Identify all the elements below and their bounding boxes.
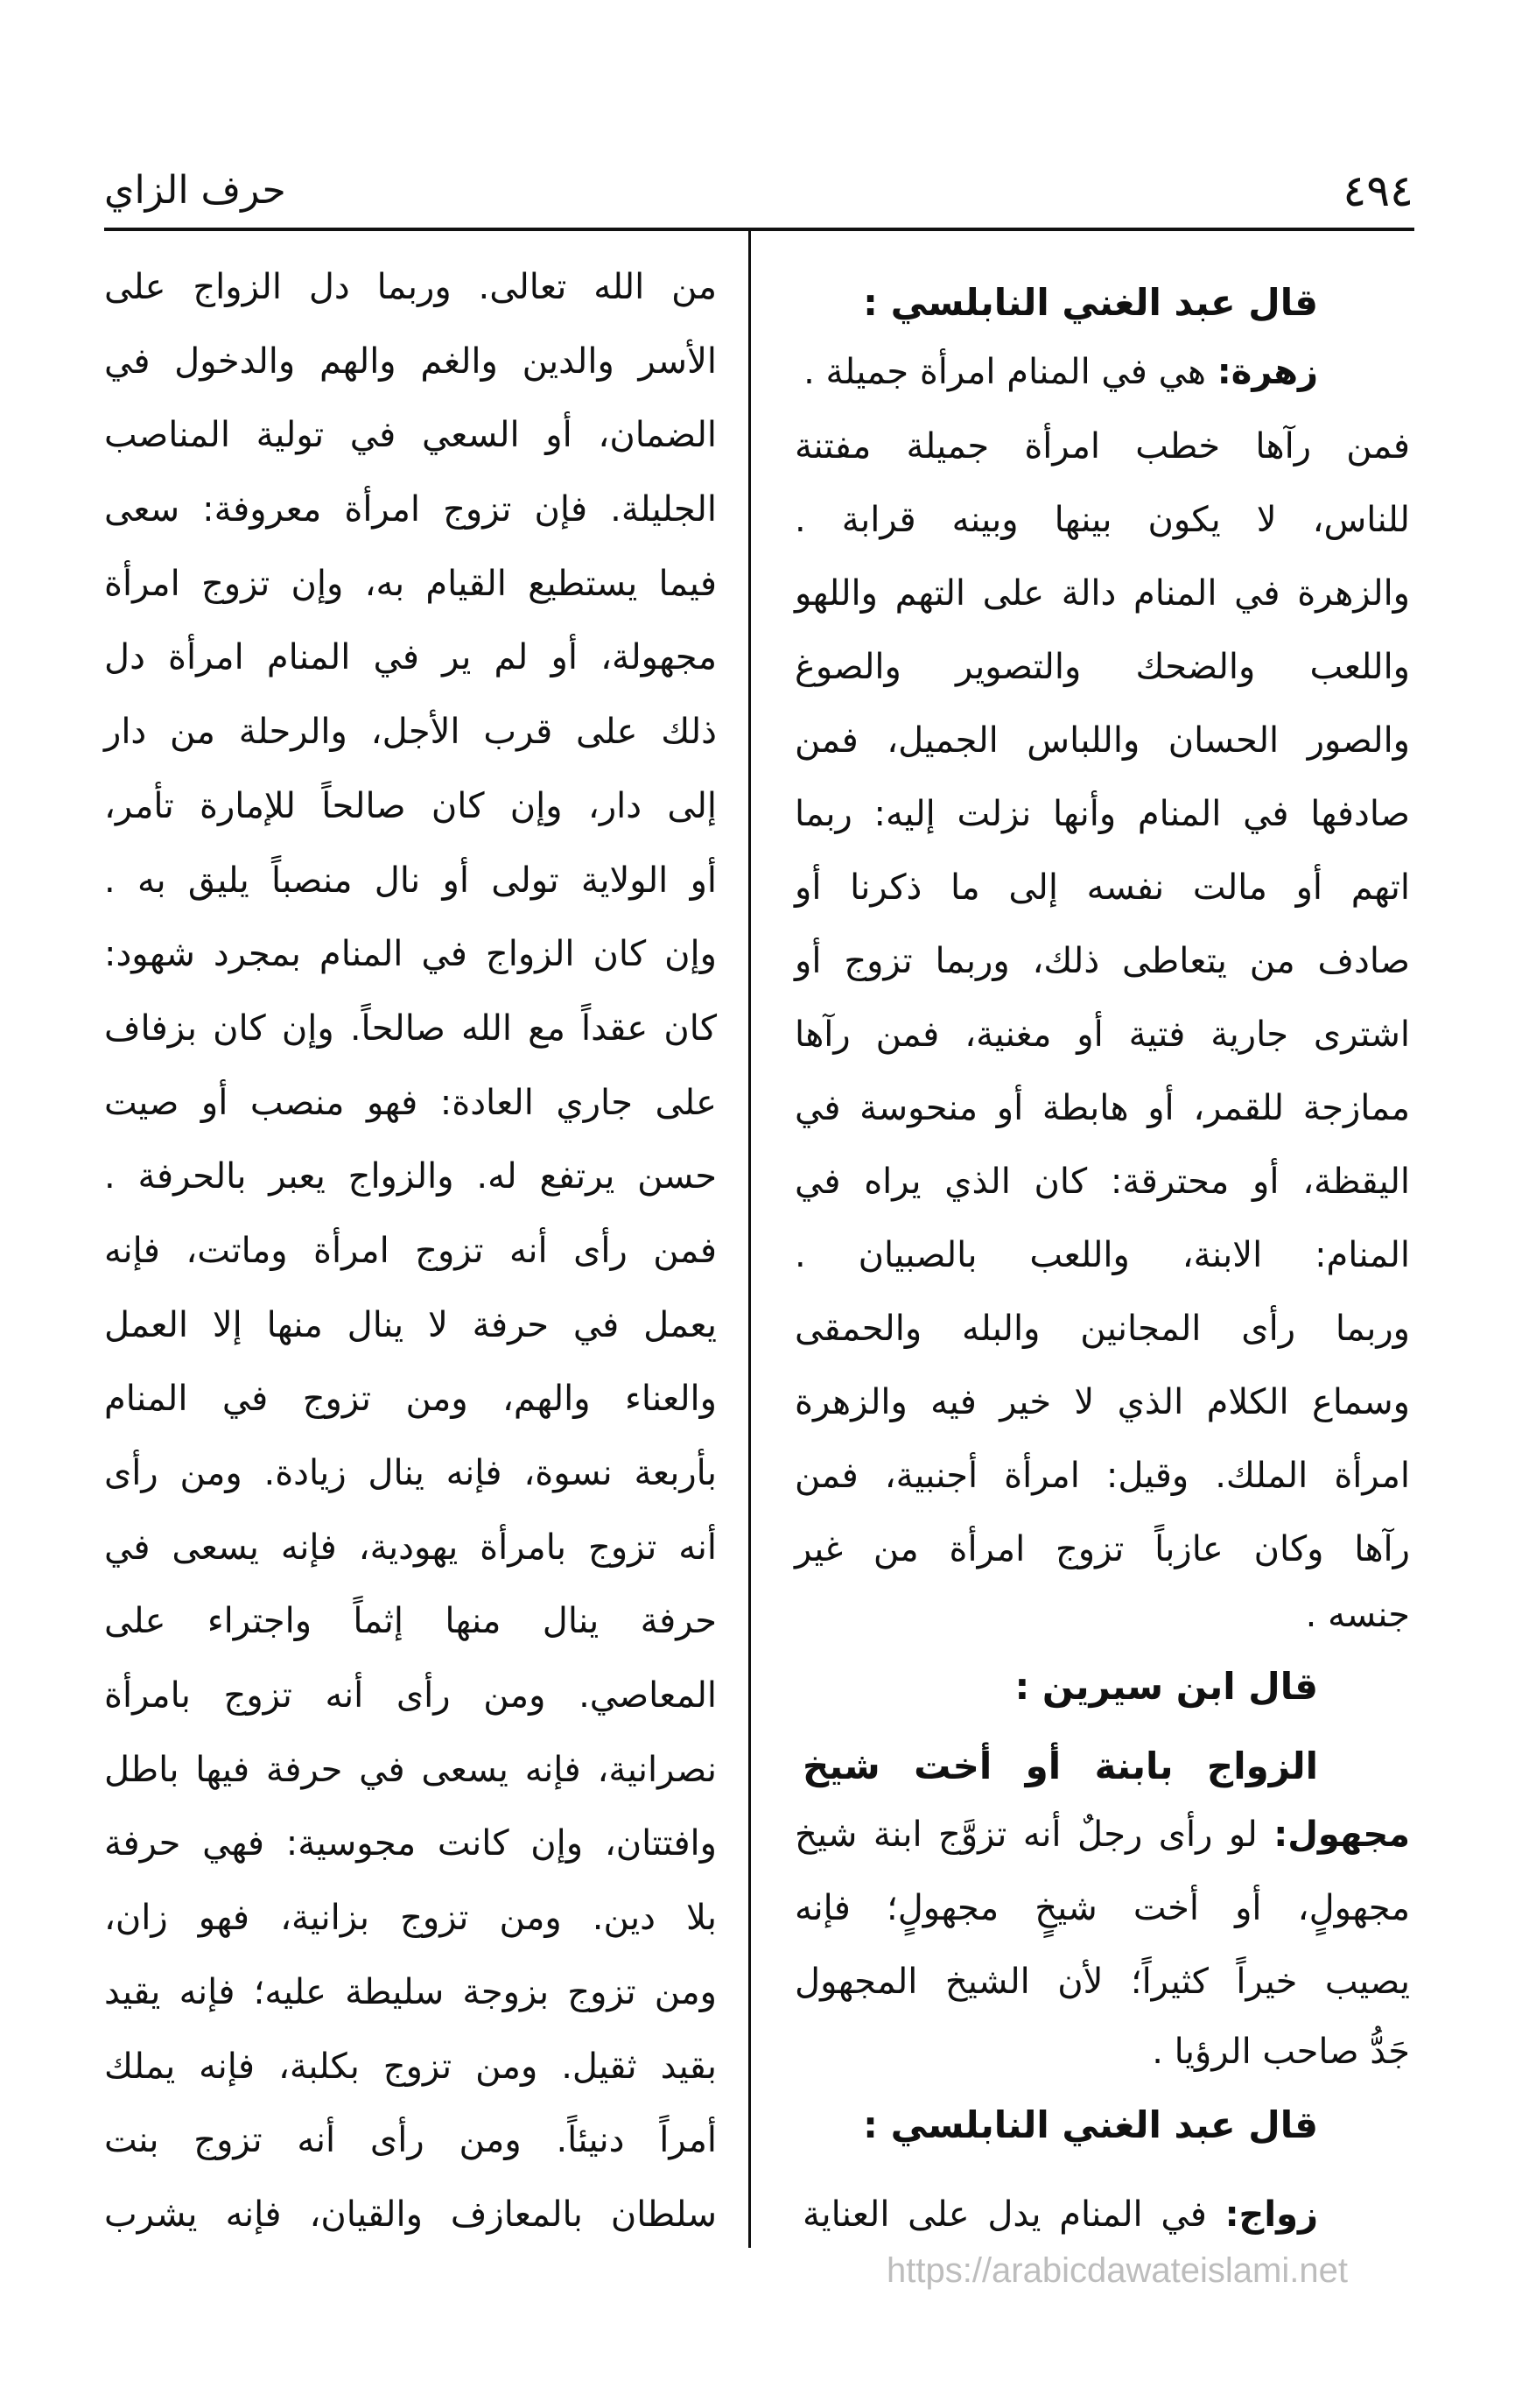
text-line: صادفها في المنام وأنها نزلت إليه: ربما — [795, 794, 1410, 834]
text-line: يعمل في حرفة لا ينال منها إلا العمل — [104, 1304, 717, 1345]
right-column — [795, 0, 1410, 2408]
text-line: بقيد ثقيل. ومن تزوج بكلبة، فإنه يملك — [104, 2046, 717, 2087]
text-line: ممازجة للقمر، أو هابطة أو منحوسة في — [795, 1088, 1410, 1128]
text-line: سلطان بالمعازف والقيان، فإنه يشرب — [104, 2194, 717, 2235]
text-line: حسن يرتفع له. والزواج يعبر بالحرفة . — [104, 1156, 717, 1197]
text-line: المنام: الابنة، واللعب بالصبيان . — [795, 1235, 1410, 1275]
text-line: كان عقداً مع الله صالحاً. وإن كان بزفاف — [104, 1007, 717, 1049]
subheading: الزواج بابنة أو أخت شيخ — [803, 1745, 1318, 1787]
text-line: نصرانية، فإنه يسعى في حرفة فيها باطل — [104, 1749, 717, 1790]
section-heading: قال عبد الغني النابلسي : — [863, 2103, 1318, 2146]
text-line: حرفة ينال منها إثماً واجتراء على — [104, 1601, 717, 1642]
entry-term: زهرة: — [1217, 352, 1318, 392]
text-line: والعناء والهم، ومن تزوج في المنام — [104, 1379, 717, 1420]
text-line: والصور الحسان واللباس الجميل، فمن — [795, 720, 1410, 761]
section-heading: قال ابن سيرين : — [1014, 1665, 1318, 1708]
text-line: أمراً دنيئاً. ومن رأى أنه تزوج بنت — [104, 2120, 717, 2161]
entry-line — [795, 335, 1318, 409]
text-line: على جاري العادة: فهو منصب أو صيت — [104, 1082, 717, 1123]
text-line: المعاصي. ومن رأى أنه تزوج بامرأة — [104, 1675, 717, 1716]
column-divider — [748, 231, 751, 2248]
entry-line — [803, 2178, 1318, 2251]
left-column — [104, 250, 717, 2252]
text-line: واللعب والضحك والتصوير والصوغ — [795, 647, 1410, 687]
text-line: والزهرة في المنام دالة على التهم واللهو — [795, 573, 1410, 614]
text-line: الأسر والدين والغم والهم والدخول في — [104, 340, 717, 382]
text-line: الضمان، أو السعي في تولية المناصب — [104, 415, 717, 456]
entry-line — [795, 1798, 1410, 1871]
text-line: ذلك على قرب الأجل، والرحلة من دار — [104, 712, 717, 753]
text-line: بلا دين. ومن تزوج بزانية، فهو زان، — [104, 1898, 717, 1939]
text-line: فمن رآها خطب امرأة جميلة مفتنة — [795, 426, 1410, 467]
entry-text: لو رأى رجلٌ أنه تزوَّج ابنة شيخ — [795, 1815, 1274, 1855]
text-line: اليقظة، أو محترقة: كان الذي يراه في — [795, 1162, 1410, 1202]
text-line: مجهولٍ، أو أخت شيخٍ مجهولٍ؛ فإنه — [795, 1888, 1410, 1928]
section-heading: قال عبد الغني النابلسي : — [863, 281, 1318, 324]
entry-text: هي في المنام امرأة جميلة . — [803, 352, 1217, 392]
text-line: جنسه . — [1305, 1595, 1410, 1635]
text-line: ومن تزوج بزوجة سليطة عليه؛ فإنه يقيد — [104, 1971, 717, 2012]
text-line: رآها وكان عازباً تزوج امرأة من غير — [795, 1529, 1410, 1569]
text-line: امرأة الملك. وقيل: امرأة أجنبية، فمن — [795, 1456, 1410, 1496]
text-line: وسماع الكلام الذي لا خير فيه والزهرة — [795, 1382, 1410, 1422]
text-line: إلى دار، وإن كان صالحاً للإمارة تأمر، — [104, 785, 717, 826]
running-header-title: حرف الزاي — [104, 168, 286, 213]
text-line: فيما يستطيع القيام به، وإن تزوج امرأة — [104, 563, 717, 604]
text-line: بأربعة نسوة، فإنه ينال زيادة. ومن رأى — [104, 1453, 717, 1493]
text-line: الجليلة. فإن تزوج امرأة معروفة: سعى — [104, 489, 717, 530]
page-number: ٤٩٤ — [1343, 165, 1413, 216]
text-line: وإن كان الزواج في المنام بمجرد شهود: — [104, 934, 717, 975]
text-line: صادف من يتعاطى ذلك، وربما تزوج أو — [795, 941, 1410, 981]
entry-text: في المنام يدل على العناية — [803, 2194, 1225, 2235]
text-line: للناس، لا يكون بينها وبينه قرابة . — [795, 500, 1410, 540]
text-line: يصيب خيراً كثيراً؛ لأن الشيخ المجهول — [795, 1962, 1410, 2002]
text-line: من الله تعالى. وربما دل الزواج على — [104, 267, 717, 307]
text-line: اشترى جارية فتية أو مغنية، فمن رآها — [795, 1014, 1410, 1055]
text-line: فمن رأى أنه تزوج امرأة وماتت، فإنه — [104, 1230, 717, 1271]
text-line: أو الولاية تولى أو نال منصباً يليق به . — [104, 860, 717, 901]
entry-term: زواج: — [1224, 2194, 1318, 2235]
text-line: اتهم أو مالت نفسه إلى ما ذكرنا أو — [795, 867, 1410, 908]
text-line: وافتتان، وإن كانت مجوسية: فهي حرفة — [104, 1823, 717, 1864]
watermark-url: https://arabicdawateislami.net — [887, 2251, 1348, 2290]
text-line: أنه تزوج بامرأة يهودية، فإنه يسعى في — [104, 1527, 717, 1568]
text-line: مجهولة، أو لم ير في المنام امرأة دل — [104, 637, 717, 678]
text-line: وربما رأى المجانين والبله والحمقى — [795, 1309, 1410, 1349]
text-line: جَدُّ صاحب الرؤيا . — [1152, 2032, 1410, 2072]
entry-term: مجهول: — [1273, 1815, 1410, 1855]
